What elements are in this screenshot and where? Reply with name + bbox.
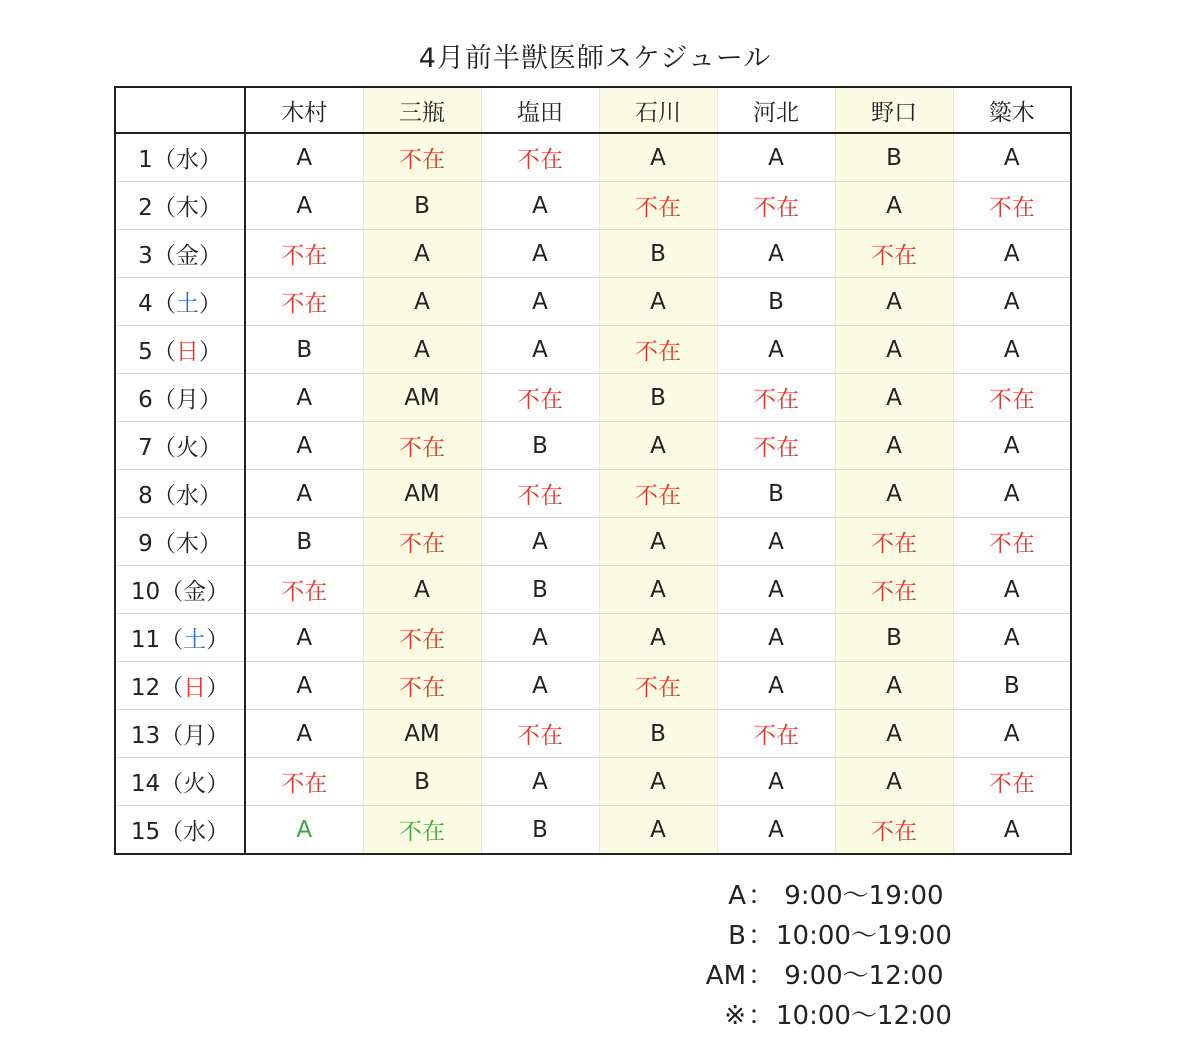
paren-open: （ — [152, 291, 176, 317]
date-number: 9 — [138, 531, 153, 557]
shift-cell: A — [717, 806, 835, 855]
shift-cell: B — [599, 710, 717, 758]
shift-cell: AM — [363, 470, 481, 518]
shift-cell: A — [835, 182, 953, 230]
shift-cell: B — [835, 133, 953, 182]
shift-cell: A — [245, 806, 363, 855]
shift-cell: A — [599, 133, 717, 182]
legend-colon: ： — [747, 1001, 774, 1031]
schedule-row — [115, 806, 1071, 855]
shift-cell: A — [245, 133, 363, 182]
shift-cell: B — [481, 806, 599, 855]
shift-cell: 不在 — [363, 133, 481, 182]
paren-open: （ — [160, 819, 184, 845]
shift-cell: 不在 — [835, 230, 953, 278]
date-cell — [115, 374, 245, 422]
paren-close: ） — [198, 195, 222, 221]
weekday-label: 水 — [175, 483, 199, 509]
shift-cell: A — [717, 230, 835, 278]
shift-cell: B — [717, 470, 835, 518]
legend-time: 10:00〜12:00 — [776, 1001, 952, 1031]
shift-cell: A — [953, 806, 1071, 855]
paren-open: （ — [152, 435, 176, 461]
shift-cell: A — [245, 614, 363, 662]
shift-cell: A — [835, 422, 953, 470]
shift-cell: 不在 — [481, 470, 599, 518]
schedule-row — [115, 374, 1071, 422]
legend-item — [686, 996, 952, 1036]
date-number: 1 — [138, 147, 153, 173]
corner-cell — [115, 87, 245, 133]
weekday-label: 土 — [183, 627, 207, 653]
legend-item — [686, 916, 952, 956]
shift-cell: A — [245, 710, 363, 758]
legend-key: ※ — [724, 1001, 746, 1031]
doctor-header: 河北 — [717, 87, 835, 133]
schedule-row — [115, 614, 1071, 662]
shift-cell: 不在 — [363, 662, 481, 710]
header-row — [115, 87, 1071, 133]
paren-close: ） — [198, 291, 222, 317]
shift-cell: 不在 — [481, 374, 599, 422]
shift-cell: A — [481, 758, 599, 806]
shift-cell: 不在 — [363, 614, 481, 662]
shift-cell: A — [599, 422, 717, 470]
shift-cell: A — [245, 662, 363, 710]
paren-open: （ — [152, 147, 176, 173]
date-number: 2 — [138, 195, 153, 221]
schedule-row — [115, 758, 1071, 806]
shift-cell: A — [835, 662, 953, 710]
weekday-label: 月 — [183, 723, 207, 749]
legend-colon: ： — [747, 921, 774, 951]
shift-cell: 不在 — [717, 182, 835, 230]
date-number: 3 — [138, 243, 153, 269]
shift-cell: A — [363, 566, 481, 614]
shift-cell: AM — [363, 710, 481, 758]
paren-open: （ — [152, 339, 176, 365]
weekday-label: 月 — [175, 387, 199, 413]
shift-cell: 不在 — [953, 374, 1071, 422]
date-cell — [115, 806, 245, 855]
legend-key: AM — [705, 961, 746, 991]
paren-close: ） — [198, 147, 222, 173]
paren-open: （ — [152, 483, 176, 509]
shift-cell: A — [481, 182, 599, 230]
shift-cell: 不在 — [835, 806, 953, 855]
shift-cell: B — [599, 230, 717, 278]
shift-cell: 不在 — [245, 758, 363, 806]
shift-cell: A — [953, 566, 1071, 614]
shift-cell: A — [835, 374, 953, 422]
schedule-row — [115, 422, 1071, 470]
paren-open: （ — [160, 771, 184, 797]
shift-cell: A — [835, 326, 953, 374]
shift-cell: 不在 — [363, 806, 481, 855]
schedule-row — [115, 662, 1071, 710]
shift-cell: A — [717, 133, 835, 182]
date-number: 4 — [138, 291, 153, 317]
date-number: 10 — [130, 579, 161, 605]
legend-time: 9:00〜12:00 — [776, 961, 944, 991]
shift-cell: B — [245, 518, 363, 566]
shift-cell: A — [599, 566, 717, 614]
legend-colon: ： — [747, 961, 774, 991]
paren-close: ） — [206, 819, 230, 845]
shift-cell: 不在 — [717, 374, 835, 422]
paren-open: （ — [160, 723, 184, 749]
shift-cell: 不在 — [835, 518, 953, 566]
shift-cell: A — [953, 326, 1071, 374]
weekday-label: 水 — [183, 819, 207, 845]
legend-key: B — [728, 921, 746, 951]
shift-cell: 不在 — [599, 182, 717, 230]
shift-cell: A — [835, 470, 953, 518]
shift-cell: 不在 — [481, 710, 599, 758]
shift-cell: A — [599, 278, 717, 326]
paren-close: ） — [198, 387, 222, 413]
shift-cell: A — [717, 758, 835, 806]
shift-cell: A — [481, 518, 599, 566]
date-cell — [115, 662, 245, 710]
shift-cell: 不在 — [245, 230, 363, 278]
shift-cell: 不在 — [835, 566, 953, 614]
date-cell — [115, 278, 245, 326]
shift-cell: A — [835, 278, 953, 326]
shift-cell: B — [363, 758, 481, 806]
weekday-label: 水 — [175, 147, 199, 173]
doctor-header: 石川 — [599, 87, 717, 133]
shift-cell: A — [717, 614, 835, 662]
shift-cell: 不在 — [599, 470, 717, 518]
schedule-row — [115, 133, 1071, 182]
shift-cell: A — [953, 422, 1071, 470]
schedule-row — [115, 566, 1071, 614]
paren-close: ） — [206, 627, 230, 653]
schedule-row — [115, 182, 1071, 230]
schedule-row — [115, 710, 1071, 758]
shift-cell: B — [245, 326, 363, 374]
date-cell — [115, 518, 245, 566]
date-number: 5 — [138, 339, 153, 365]
date-number: 14 — [130, 771, 161, 797]
schedule-row — [115, 230, 1071, 278]
legend-time: 10:00〜19:00 — [776, 921, 952, 951]
legend-key: A — [728, 881, 746, 911]
doctor-header: 木村 — [245, 87, 363, 133]
shift-cell: A — [245, 182, 363, 230]
legend-colon: ： — [747, 881, 774, 911]
paren-open: （ — [152, 243, 176, 269]
date-number: 8 — [138, 483, 153, 509]
paren-open: （ — [160, 579, 184, 605]
shift-cell: A — [245, 374, 363, 422]
shift-cell: 不在 — [599, 326, 717, 374]
shift-cell: 不在 — [953, 182, 1071, 230]
legend-item — [686, 956, 952, 996]
doctor-header: 簗木 — [953, 87, 1071, 133]
paren-close: ） — [206, 579, 230, 605]
date-number: 6 — [138, 387, 153, 413]
shift-cell: 不在 — [363, 518, 481, 566]
paren-close: ） — [206, 675, 230, 701]
shift-cell: A — [481, 326, 599, 374]
shift-cell: B — [835, 614, 953, 662]
shift-cell: A — [599, 758, 717, 806]
schedule-row — [115, 278, 1071, 326]
weekday-label: 金 — [175, 243, 199, 269]
shift-cell: A — [953, 230, 1071, 278]
weekday-label: 金 — [183, 579, 207, 605]
page-title: 4月前半獣医師スケジュール — [418, 43, 772, 74]
doctor-header: 塩田 — [481, 87, 599, 133]
date-cell — [115, 230, 245, 278]
weekday-label: 火 — [183, 771, 207, 797]
date-number: 7 — [138, 435, 153, 461]
weekday-label: 日 — [183, 675, 207, 701]
shift-cell: B — [363, 182, 481, 230]
shift-cell: A — [599, 518, 717, 566]
shift-cell: A — [245, 470, 363, 518]
shift-cell: A — [717, 662, 835, 710]
schedule-table — [114, 86, 1072, 855]
paren-close: ） — [198, 531, 222, 557]
shift-cell: B — [717, 278, 835, 326]
schedule-row — [115, 518, 1071, 566]
paren-open: （ — [152, 531, 176, 557]
date-number: 11 — [130, 627, 161, 653]
date-cell — [115, 326, 245, 374]
weekday-label: 木 — [175, 195, 199, 221]
date-cell — [115, 182, 245, 230]
weekday-label: 土 — [175, 291, 199, 317]
shift-cell: A — [835, 710, 953, 758]
shift-cell: 不在 — [717, 710, 835, 758]
shift-cell: 不在 — [599, 662, 717, 710]
shift-cell: A — [953, 133, 1071, 182]
shift-cell: 不在 — [363, 422, 481, 470]
schedule-row — [115, 326, 1071, 374]
date-cell — [115, 614, 245, 662]
paren-open: （ — [152, 195, 176, 221]
shift-cell: A — [953, 710, 1071, 758]
shift-cell: 不在 — [953, 518, 1071, 566]
shift-cell: 不在 — [717, 422, 835, 470]
date-cell — [115, 710, 245, 758]
shift-cell: B — [481, 422, 599, 470]
shift-cell: A — [481, 230, 599, 278]
paren-close: ） — [206, 771, 230, 797]
shift-cell: A — [481, 278, 599, 326]
schedule-body — [115, 133, 1071, 854]
date-number: 15 — [130, 819, 161, 845]
paren-open: （ — [152, 387, 176, 413]
shift-cell: 不在 — [245, 566, 363, 614]
shift-cell: A — [363, 230, 481, 278]
shift-cell: A — [363, 278, 481, 326]
schedule-row — [115, 470, 1071, 518]
shift-cell: 不在 — [481, 133, 599, 182]
paren-close: ） — [198, 435, 222, 461]
shift-cell: A — [835, 758, 953, 806]
date-number: 12 — [130, 675, 161, 701]
shift-cell: A — [717, 518, 835, 566]
date-cell — [115, 470, 245, 518]
paren-close: ） — [198, 339, 222, 365]
shift-cell: A — [953, 614, 1071, 662]
date-cell — [115, 133, 245, 182]
shift-cell: AM — [363, 374, 481, 422]
date-number: 13 — [130, 723, 161, 749]
shift-cell: A — [599, 806, 717, 855]
shift-cell: A — [953, 278, 1071, 326]
shift-legend — [686, 876, 952, 1036]
shift-cell: A — [481, 614, 599, 662]
paren-close: ） — [198, 483, 222, 509]
shift-cell: 不在 — [245, 278, 363, 326]
shift-cell: A — [717, 566, 835, 614]
paren-close: ） — [198, 243, 222, 269]
shift-cell: A — [599, 614, 717, 662]
paren-close: ） — [206, 723, 230, 749]
shift-cell: 不在 — [953, 758, 1071, 806]
weekday-label: 日 — [175, 339, 199, 365]
date-cell — [115, 758, 245, 806]
shift-cell: A — [245, 422, 363, 470]
doctor-header: 三瓶 — [363, 87, 481, 133]
weekday-label: 木 — [175, 531, 199, 557]
paren-open: （ — [160, 627, 184, 653]
shift-cell: B — [953, 662, 1071, 710]
shift-cell: A — [717, 326, 835, 374]
date-cell — [115, 422, 245, 470]
shift-cell: B — [481, 566, 599, 614]
weekday-label: 火 — [175, 435, 199, 461]
legend-time: 9:00〜19:00 — [776, 881, 944, 911]
shift-cell: A — [363, 326, 481, 374]
legend-item — [686, 876, 952, 916]
doctor-header: 野口 — [835, 87, 953, 133]
date-cell — [115, 566, 245, 614]
shift-cell: B — [599, 374, 717, 422]
paren-open: （ — [160, 675, 184, 701]
shift-cell: A — [481, 662, 599, 710]
shift-cell: A — [953, 470, 1071, 518]
